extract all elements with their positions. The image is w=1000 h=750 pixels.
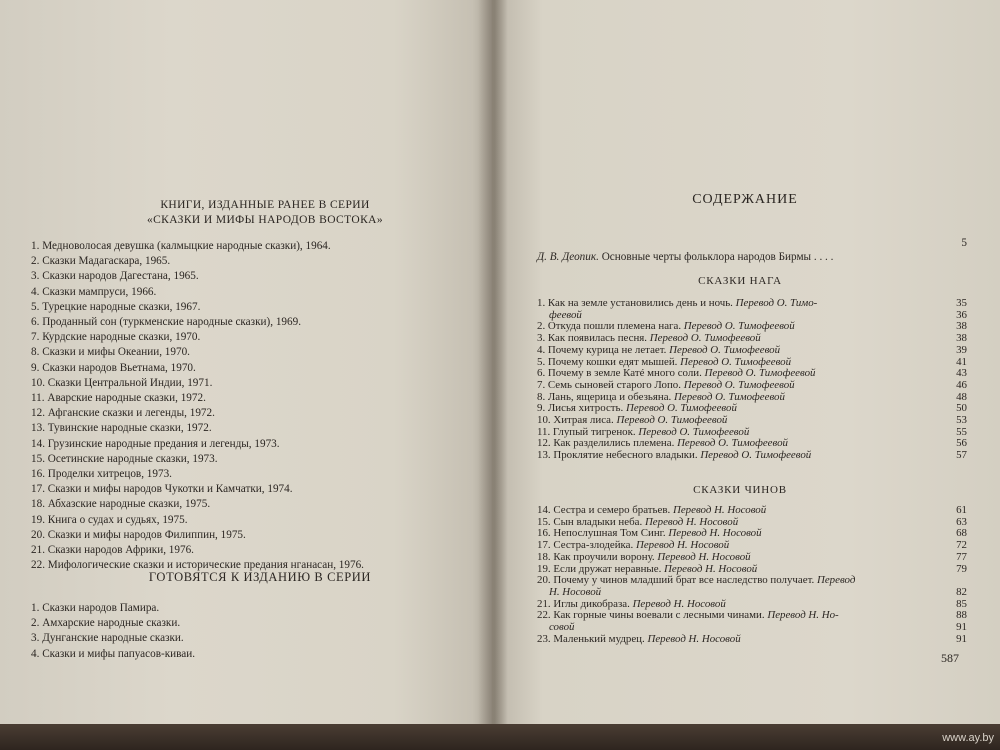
toc-entry-title: 2. Откуда пошли племена нага. [537,320,682,333]
toc-entry-title: 22. Как горные чины воевали с лесными чинами. [537,609,765,622]
toc-entry-title: 1. Как на земле установились день и ночь. [537,297,733,309]
toc-entry-title: 18. Как проучили ворону. [537,550,655,563]
toc-entry-translator: Перевод О. Тимофеевой [683,320,795,333]
left-page [0,0,492,750]
toc-entry-title: 8. Лань, ящерица и обезьяна. [537,390,672,403]
toc-entry-title: 11. Глупый тигренок. [537,425,636,438]
toc-entry-page: 77 [956,550,967,563]
published-book-item: 22. Мифологические сказки и исторические предания нганасан, 1976. [31,559,364,572]
toc-entry-title: 19. Если дружат неравные. [537,562,662,575]
heading-line-1: КНИГИ, ИЗДАННЫЕ РАНЕЕ В СЕРИИ [160,199,370,211]
toc-entry-page: 61 [956,504,967,516]
published-book-item: 18. Абхазские народные сказки, 1975. [31,498,211,511]
published-book-item: 14. Грузинские народные предания и легенды, 1973. [31,437,280,450]
toc-entry-translator-cont: Н. Носовой [549,585,602,598]
toc-entry-title: 3. Как появилась песня. [537,332,648,345]
toc-entry-page: 41 [956,355,967,368]
published-book-item: 7. Курдские народные сказки, 1970. [31,331,201,344]
upcoming-book-item: 3. Дунганские народные сказки. [31,632,184,645]
toc-entry-title: 16. Непослушная Том Синг. [537,527,666,540]
toc-entry-page: 46 [956,378,967,391]
toc-entry [537,610,967,622]
published-book-item: 16. Проделки хитрецов, 1973. [31,468,172,481]
toc-entry-page: 36 [956,308,967,321]
toc-entry-translator: Перевод О. Тимо- [735,297,818,309]
toc-title: СОДЕРЖАНИЕ [692,192,798,207]
toc-entry-page: 43 [956,367,967,380]
toc-entry-title: 13. Проклятие небесного владыки. [537,449,698,462]
toc-entry-page: 38 [956,332,967,345]
toc-entry-translator: Перевод О. Тимофеевой [616,414,728,427]
page-number: 587 [941,651,959,665]
published-book-item: 17. Сказки и мифы народов Чукотки и Камчатки, 1974. [31,483,293,496]
book-bottom-edge [0,724,1000,750]
toc-entry-translator: Перевод О. Тимофеевой [680,355,792,368]
toc-entry-translator: Перевод Н. Носовой [647,632,741,645]
toc-entry-translator: Перевод Н. Носовой [644,515,739,528]
toc-entry-page: 50 [956,402,967,415]
intro-page-number: 5 [961,237,967,249]
section-title-naga: СКАЗКИ НАГА [698,275,782,287]
toc-entry-title: 23. Маленький мудрец. [537,632,645,645]
watermark: www.ay.by [942,732,994,744]
toc-entry-title: 17. Сестра-злодейка. [537,539,634,552]
toc-entry-translator: Перевод Н. Но- [767,609,839,622]
toc-entry-title: 7. Семь сыновей старого Лопо. [537,378,681,391]
published-book-item: 6. Проданный сон (туркменские народные сказки), 1969. [31,316,301,329]
toc-entry-translator: Перевод О. Тимофеевой [649,332,761,345]
toc-entry-title: 14. Сестра и семеро братьев. [537,504,671,516]
toc-entry-translator: Перевод О. Тимофеевой [683,378,795,391]
intro-title: Основные черты фольклора народов Бирмы . . . . [601,251,834,263]
published-book-item: 11. Аварские народные сказки, 1972. [31,392,206,405]
toc-entry-translator: Перевод Н. Носовой [657,550,751,563]
toc-entry-page: 79 [956,562,967,575]
toc-entry-page: 63 [956,515,967,528]
published-book-item: 4. Сказки мампруси, 1966. [31,285,157,298]
published-book-item: 1. Медноволосая девушка (калмыцкие народные сказки), 1964. [31,240,331,252]
heading-line-2: «СКАЗКИ И МИФЫ НАРОДОВ ВОСТОКА» [146,214,384,226]
toc-entry-page: 48 [956,390,967,403]
toc-list-naga [537,298,967,462]
toc-entry [537,298,967,310]
toc-entry-translator: Перевод О. Тимофеевой [677,437,788,450]
toc-entry-page: 57 [956,449,967,462]
toc-entry-title: 12. Как разделились племена. [537,437,675,450]
toc-entry-title: 5. Почему кошки едят мышей. [537,355,678,368]
upcoming-book-item: 2. Амхарские народные сказки. [31,617,181,630]
published-book-item: 12. Афганские сказки и легенды, 1972. [31,407,215,420]
toc-entry-page: 72 [956,539,967,552]
toc-entry-page: 39 [956,343,967,356]
published-book-item: 19. Книга о судах и судьях, 1975. [31,513,188,526]
section-title-chin: СКАЗКИ ЧИНОВ [693,484,787,496]
toc-entry-translator: Перевод О. Тимофеевой [700,449,812,462]
toc-entry-translator: Перевод Н. Носовой [672,504,767,516]
toc-entry-title: 21. Иглы дикобраза. [537,597,630,610]
toc-entry-page: 91 [956,621,967,634]
toc-list-chin [537,505,967,645]
toc-entry-title: 10. Хитрая лиса. [537,414,614,427]
toc-entry-page: 38 [956,320,967,333]
published-book-item: 3. Сказки народов Дагестана, 1965. [31,270,199,283]
published-books-list [31,239,451,573]
published-book-item: 21. Сказки народов Африки, 1976. [31,544,194,557]
toc-entry [537,450,967,462]
toc-entry-title: 20. Почему у чинов младший брат все наследство получает. [537,574,815,587]
toc-entry-page: 35 [956,297,967,309]
published-books-heading [120,198,410,228]
upcoming-books-list [31,601,451,662]
toc-entry-translator-cont: совой [549,621,575,634]
toc-entry-title: 9. Лисья хитрость. [537,402,624,415]
toc-entry-page: 55 [956,425,967,438]
toc-entry-translator: Перевод Н. Носовой [668,527,762,540]
published-book-item: 2. Сказки Мадагаскара, 1965. [31,255,171,268]
toc-entry-page: 68 [956,527,967,540]
toc-entry-translator: Перевод О. Тимофеевой [638,425,750,438]
toc-entry [537,634,967,646]
toc-entry-translator: Перевод Н. Носовой [632,597,726,610]
upcoming-book-item: 4. Сказки и мифы папуасов-киваи. [31,647,196,660]
toc-entry-translator: Перевод О. Тимофеевой [674,390,785,403]
toc-entry-title: 4. Почему курица не летает. [537,343,667,356]
toc-entry-translator: Перевод О. Тимофеевой [625,402,737,415]
toc-entry-title: 15. Сын владыки неба. [537,515,643,528]
toc-entry-page: 53 [956,414,967,427]
toc-entry-translator: Перевод О. Тимофеевой [669,343,781,356]
published-book-item: 15. Осетинские народные сказки, 1973. [31,452,218,465]
toc-entry [537,575,967,587]
upcoming-books-heading: ГОТОВЯТСЯ К ИЗДАНИЮ В СЕРИИ [148,570,372,584]
published-book-item: 10. Сказки Центральной Индии, 1971. [31,376,213,389]
toc-entry-translator: Перевод [816,574,856,587]
toc-entry-translator: Перевод Н. Носовой [664,562,758,575]
published-book-item: 20. Сказки и мифы народов Филиппин, 1975. [31,528,246,541]
toc-entry-title: 6. Почему в земле Катé много соли. [537,367,702,380]
toc-intro-entry [537,237,967,265]
toc-entry-page: 85 [956,597,967,610]
intro-author: Д. В. Деопик. [537,251,599,263]
toc-entry-translator: Перевод О. Тимофеевой [704,367,816,380]
published-book-item: 8. Сказки и мифы Океании, 1970. [31,346,190,359]
published-book-item: 9. Сказки народов Вьетнама, 1970. [31,361,196,374]
toc-entry-translator-cont: феевой [549,308,582,321]
published-book-item: 13. Тувинские народные сказки, 1972. [31,422,212,435]
toc-entry-page: 56 [956,437,967,450]
toc-entry-page: 88 [956,609,967,622]
toc-entry-page: 91 [956,632,967,645]
toc-entry-translator: Перевод Н. Носовой [635,539,730,552]
published-book-item: 5. Турецкие народные сказки, 1967. [31,300,201,313]
toc-entry-page: 82 [956,585,967,598]
upcoming-book-item: 1. Сказки народов Памира. [31,602,160,614]
